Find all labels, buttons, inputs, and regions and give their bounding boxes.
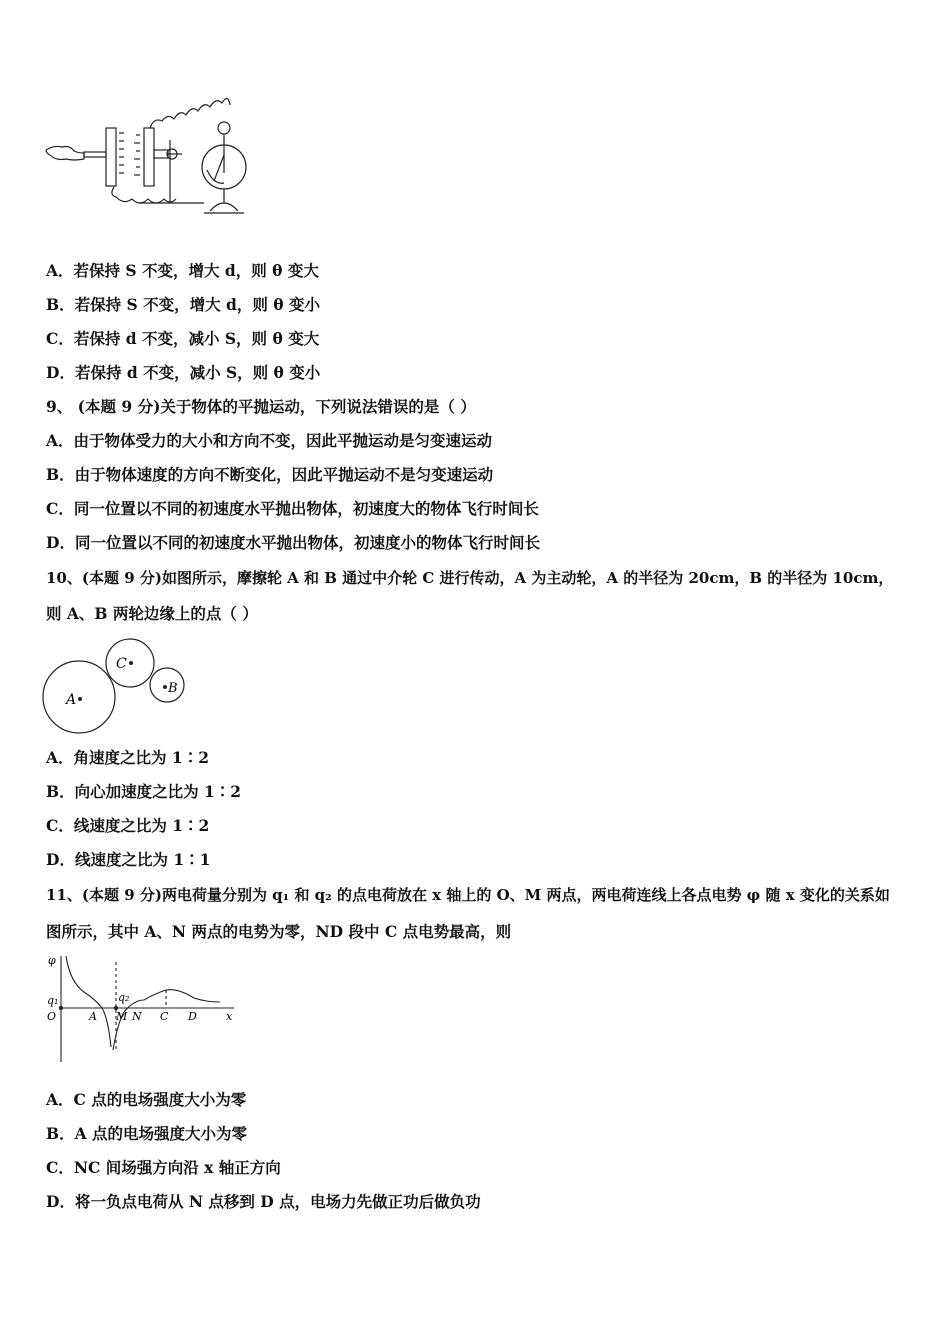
friction-wheels-figure [42, 637, 192, 737]
q8-option-a [46, 261, 319, 281]
label-q1: q₁ [47, 994, 59, 1007]
label-o: O [47, 1010, 57, 1023]
q11-option-a [46, 1090, 246, 1110]
question-stem: 9、 (本题 9 分)关于物体的平抛运动，下列说法错误的是（ ） [46, 397, 476, 416]
label-phi: φ [48, 954, 56, 967]
q11-option-c [46, 1158, 281, 1178]
question-stem: 10、(本题 9 分)如图所示，摩擦轮 A 和 B 通过中介轮 C 进行传动，A 为主动轮，A 的半径为 20cm，B 的半径为 10cm， [46, 569, 894, 587]
option-text: B．由于物体速度的方向不断变化，因此平抛运动不是匀变速运动 [46, 465, 494, 484]
label-c: C [116, 656, 127, 672]
q11-stem-line1 [46, 885, 890, 905]
label-a: A [66, 692, 77, 708]
q9-option-b [46, 465, 493, 485]
label-n: N [132, 1010, 142, 1023]
label-x: x [226, 1010, 233, 1023]
label-q2: q₂ [118, 991, 130, 1004]
q10-option-b [46, 782, 241, 802]
label-b: B [168, 681, 178, 696]
label-c: C [160, 1010, 169, 1023]
wheel-b [150, 668, 184, 702]
option-text: B．A 点的电场强度大小为零 [46, 1124, 248, 1143]
q9-option-d [46, 533, 540, 553]
option-text: D．若保持 d 不变，减小 S，则 θ 变小 [46, 363, 321, 382]
potential-graph-figure [44, 952, 244, 1064]
q11-option-b [46, 1124, 247, 1144]
option-text: C．同一位置以不同的初速度水平抛出物体，初速度大的物体飞行时间长 [46, 499, 539, 518]
option-text: B．向心加速度之比为 1∶2 [46, 782, 242, 801]
option-text: A．角速度之比为 1∶2 [46, 748, 209, 767]
option-text: A．若保持 S 不变，增大 d，则 θ 变大 [46, 261, 319, 280]
q8-option-b [46, 295, 320, 315]
option-text: B．若保持 S 不变，增大 d，则 θ 变小 [46, 295, 320, 314]
q10-option-d [46, 850, 210, 870]
label-d: D [188, 1010, 197, 1023]
question-stem: 11、(本题 9 分)两电荷量分别为 q₁ 和 q₂ 的点电荷放在 x 轴上的 O、M 两点，两电荷连线上各点电势 φ 随 x 变化的关系如 [46, 886, 890, 904]
q9-option-a [46, 431, 492, 451]
q10-option-c [46, 816, 209, 836]
q10-option-a [46, 748, 209, 768]
label-m: M [116, 1010, 128, 1023]
option-text: A．C 点的电场强度大小为零 [46, 1090, 247, 1109]
q9-stem [46, 397, 476, 417]
option-text: D．将一负点电荷从 N 点移到 D 点，电场力先做正功后做负功 [46, 1192, 481, 1211]
question-stem: 则 A、B 两轮边缘上的点（ ） [46, 604, 258, 623]
option-text: D．同一位置以不同的初速度水平抛出物体，初速度小的物体飞行时间长 [46, 533, 540, 552]
q9-option-c [46, 499, 539, 519]
q10-stem-line1 [46, 568, 893, 588]
label-a: A [89, 1010, 97, 1023]
question-stem: 图所示，其中 A、N 两点的电势为零，ND 段中 C 点电势最高，则 [46, 922, 512, 941]
wheel-a [43, 661, 115, 733]
q8-option-d [46, 363, 320, 383]
option-text: A．由于物体受力的大小和方向不变，因此平抛运动是匀变速运动 [46, 431, 493, 450]
q11-option-d [46, 1192, 481, 1212]
q10-stem-line2 [46, 604, 258, 624]
option-text: C．NC 间场强方向沿 x 轴正方向 [46, 1158, 281, 1177]
option-text: C．若保持 d 不变，减小 S，则 θ 变大 [46, 329, 320, 348]
option-text: D．线速度之比为 1∶1 [46, 850, 211, 869]
capacitor-electroscope-figure [44, 95, 264, 235]
option-text: C．线速度之比为 1∶2 [46, 816, 210, 835]
q8-option-c [46, 329, 319, 349]
q11-stem-line2 [46, 922, 511, 942]
